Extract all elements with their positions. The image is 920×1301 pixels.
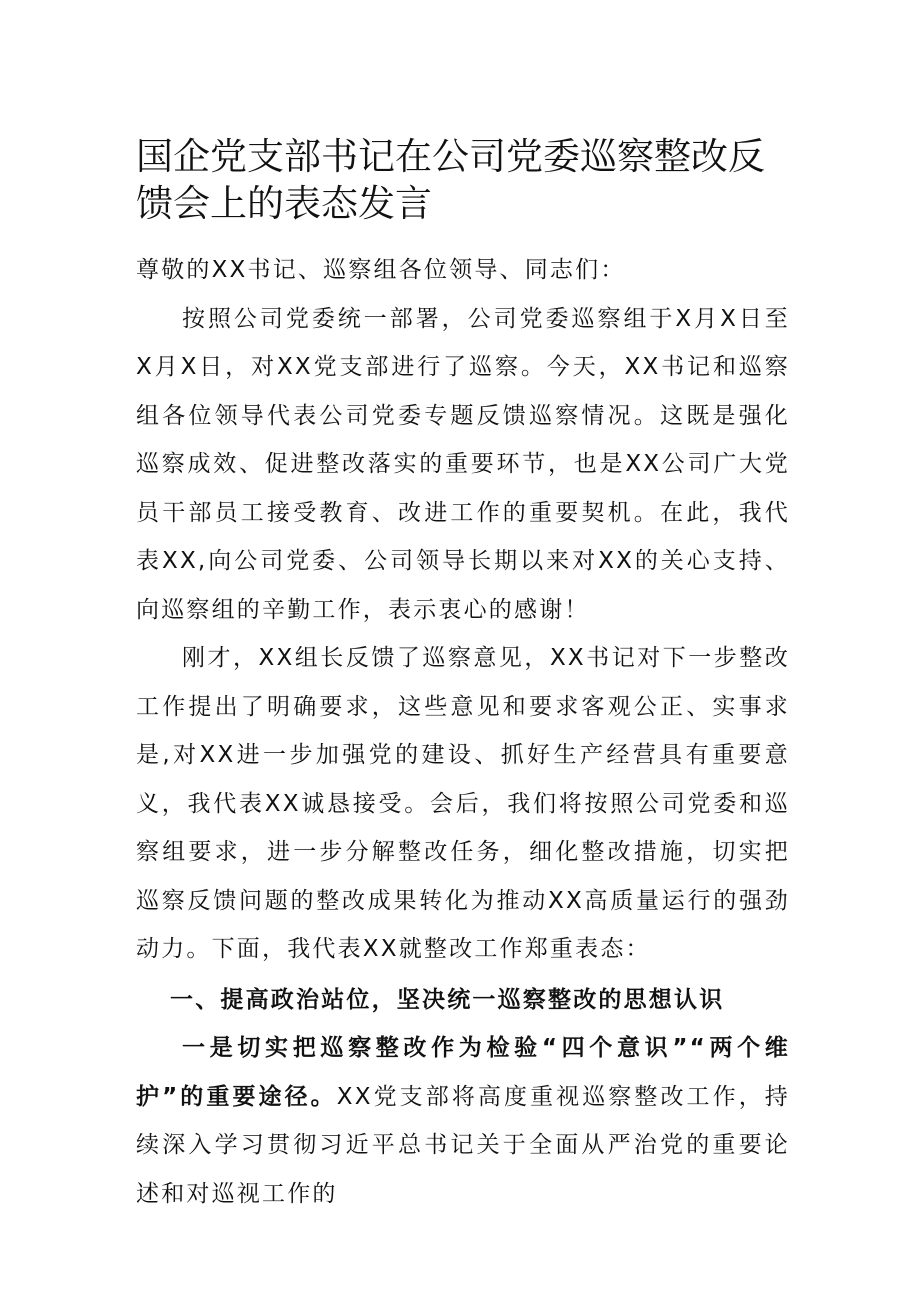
paragraph-intro: 按照公司党委统一部署，公司党委巡察组于X月X日至X月X日，对XX党支部进行了巡察。今天，XX书记和巡察组各位领导代表公司党委专题反馈巡察情况。这既是强化巡察成效、促进整改落实的重要环节，也是XX公司广大党员干部员工接受教育、改进工作的重要契机。在此，我代表XX,向公司党委、公司领导长期以来对XX的关心支持、向巡察组的辛勤工作，表示衷心的感谢！: [136, 305, 790, 623]
document-body: [136, 246, 790, 1218]
point-paragraph: [136, 1024, 790, 1218]
point-lead: 一是切实把巡察整改作为检验“四个意识”“两个维护”的重要途径。: [136, 1035, 790, 1110]
document-title: 国企党支部书记在公司党委巡察整改反馈会上的表态发言: [136, 135, 765, 225]
section-heading: 一、提高政治站位，坚决统一巡察整改的思想认识: [170, 986, 725, 1013]
point-text: XX党支部将高度重视巡察整改工作，持续深入学习贯彻习近平总书记关于全面从严治党的重要论述和对巡视工作的: [136, 1083, 790, 1207]
paragraph-response: 刚才，XX组长反馈了巡察意见，XX书记对下一步整改工作提出了明确要求，这些意见和要求客观公正、实事求是,对XX进一步加强党的建设、抓好生产经营具有重要意义，我代表XX诚恳接受。会后，我们将按照公司党委和巡察组要求，进一步分解整改任务，细化整改措施，切实把巡察反馈问题的整改成果转化为推动XX高质量运行的强劲动力。下面，我代表XX就整改工作郑重表态：: [136, 645, 790, 962]
salutation: 尊敬的XX书记、巡察组各位领导、同志们：: [136, 257, 626, 283]
